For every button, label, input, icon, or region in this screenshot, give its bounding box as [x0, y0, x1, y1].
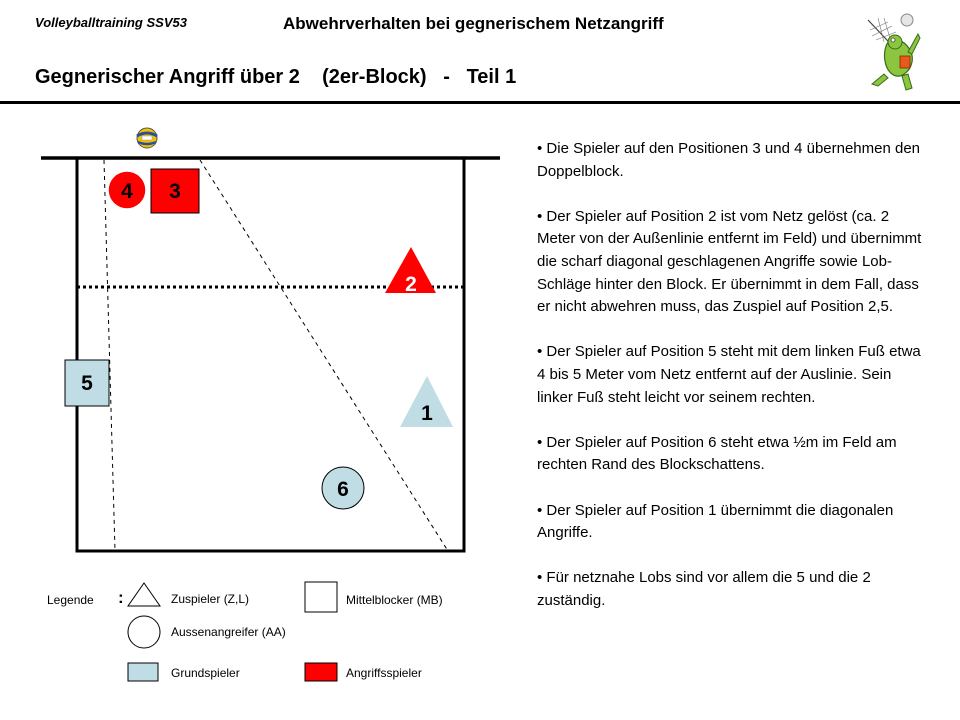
explanation-text: [537, 138, 922, 635]
slide-title: Gegnerischer Angriff über 2 (2er-Block) - Teil 1: [35, 66, 517, 88]
bullet-item: • Der Spieler auf Position 5 steht mit dem linken Fuß etwa 4 bis 5 Meter vom Netz entfernt auf der Auslinie. Sein linker Fuß steht leicht vor seinem rechten.: [537, 343, 921, 406]
player-1-label: 1: [421, 402, 433, 425]
legend-circle-icon: [128, 616, 160, 648]
legend-title: Legende: [47, 593, 94, 607]
legend-colon: :: [118, 588, 124, 607]
legend-middle-label: Mittelblocker (MB): [346, 593, 443, 607]
legend-base-swatch: [128, 663, 158, 681]
volleyball-icon: [137, 128, 157, 148]
bullet-item: • Die Spieler auf den Positionen 3 und 4 übernehmen den Doppelblock.: [537, 140, 921, 180]
legend-setter-label: Zuspieler (Z,L): [171, 592, 250, 606]
player-3-label: 3: [169, 180, 181, 203]
bullet-item: • Für netznahe Lobs sind vor allem die 5 und die 2 zuständig.: [537, 569, 871, 609]
legend-base-label: Grundspieler: [171, 666, 240, 680]
bullet-item: • Der Spieler auf Position 1 übernimmt die diagonalen Angriffe.: [537, 501, 894, 542]
bullet-item: • Der Spieler auf Position 6 steht etwa ½m im Feld am rechten Rand des Blockschattens.: [537, 433, 897, 474]
player-5-label: 5: [81, 372, 93, 395]
player-2-label: 2: [405, 273, 417, 296]
legend-attack-label: Angriffsspieler: [346, 666, 422, 680]
court-boundary: [77, 158, 464, 551]
legend-triangle-icon: [128, 583, 160, 606]
topic-heading: Abwehrverhalten bei gegnerischem Netzangriff: [283, 14, 664, 33]
legend-square-icon: [305, 582, 337, 612]
legend-attack-swatch: [305, 663, 337, 681]
legend-outside-label: Aussenangreifer (AA): [171, 625, 286, 639]
player-6-label: 6: [337, 478, 349, 501]
bullet-item: • Der Spieler auf Position 2 ist vom Netz gelöst (ca. 2 Meter von der Außenlinie entfernt im Feld) und übernimmt die scharf diagonal geschlagenen Angriffe sowie Lob-Schläge hinter den Block. Er übernimmt in dem Fall, dass er nicht abwehren muss, das Zuspiel auf Position 2,5.: [537, 207, 922, 316]
player-4-label: 4: [121, 180, 133, 203]
block-shadow-left: [104, 160, 115, 551]
training-label: Volleyballtraining SSV53: [35, 15, 187, 30]
